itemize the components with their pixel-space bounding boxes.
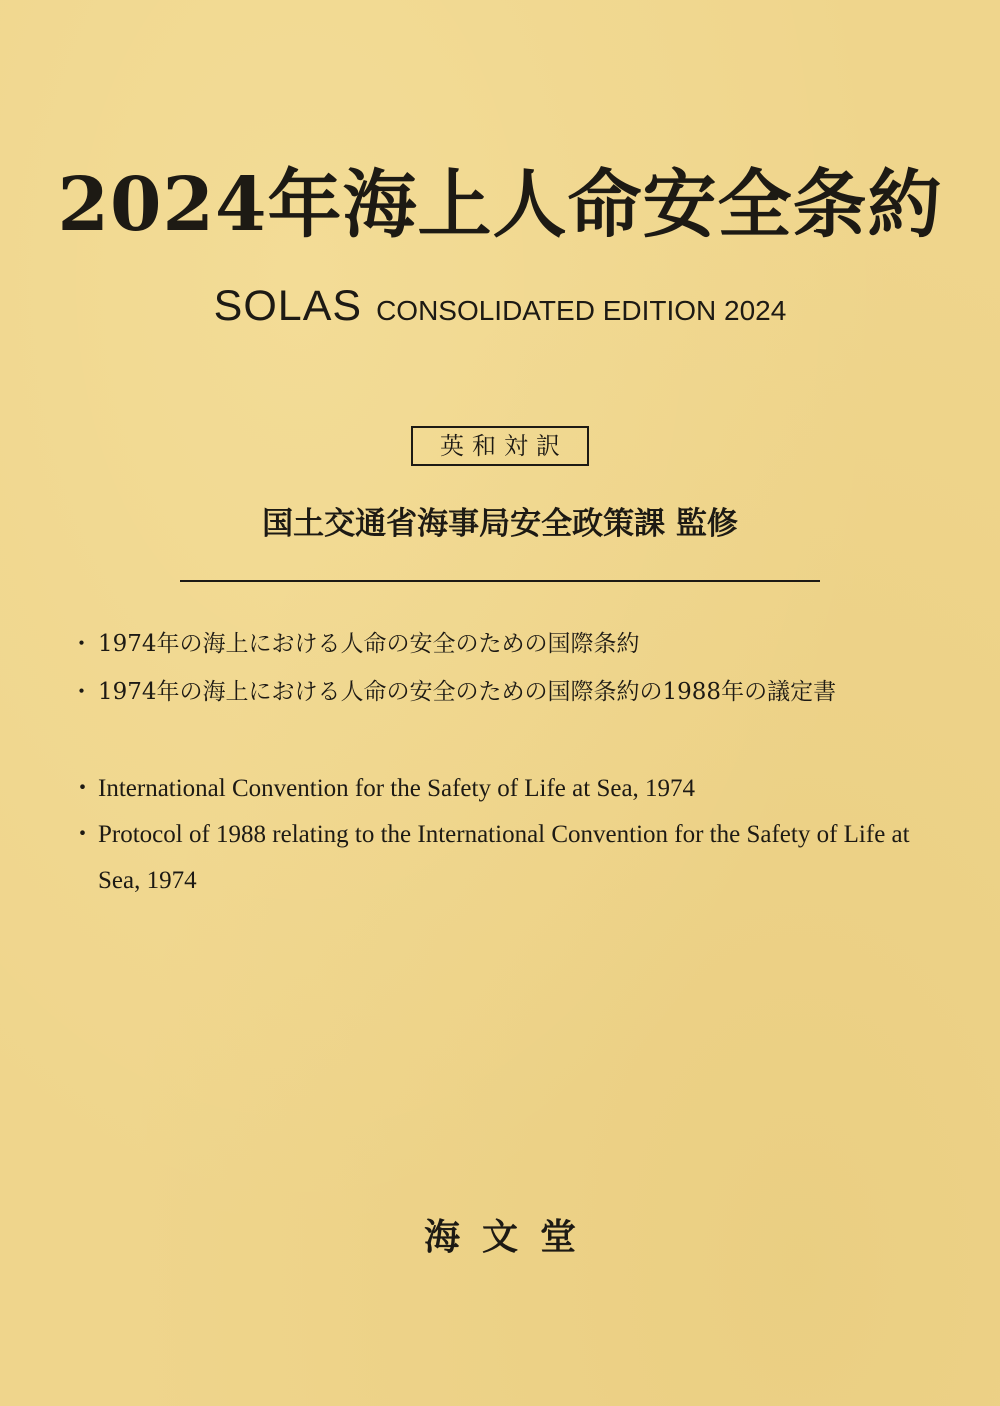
bilingual-label: 英和対訳 bbox=[411, 426, 589, 466]
subtitle-edition: CONSOLIDATED EDITION 2024 bbox=[376, 295, 787, 326]
list-item bbox=[70, 766, 938, 812]
list-item-text: International Convention for the Safety of Life at Sea, 1974 bbox=[98, 775, 696, 802]
list-item bbox=[70, 668, 950, 716]
japanese-contents-list bbox=[70, 620, 950, 716]
supervisor-credit: 国土交通省海事局安全政策課 監修 bbox=[262, 506, 738, 542]
divider-rule bbox=[180, 580, 820, 582]
list-item bbox=[70, 620, 950, 668]
cover-subtitle bbox=[0, 282, 1000, 331]
bullet-mark: ・ bbox=[70, 821, 96, 848]
list-item-text: Protocol of 1988 relating to the International Convention for the Safety of Life at Sea, 1974 bbox=[98, 821, 910, 894]
bullet-mark: ・ bbox=[70, 631, 93, 657]
list-item-text: 1974年の海上における人命の安全のための国際条約 bbox=[98, 631, 640, 657]
cover-title: 2024年海上人命安全条約 bbox=[57, 162, 943, 248]
list-item bbox=[70, 812, 938, 904]
bullet-mark: ・ bbox=[70, 679, 93, 705]
subtitle-solas: SOLAS bbox=[213, 282, 363, 330]
bullet-mark: ・ bbox=[70, 775, 96, 802]
publisher-name: 海文堂 bbox=[423, 1216, 598, 1258]
english-contents-list bbox=[70, 766, 950, 904]
list-item-text: 1974年の海上における人命の安全のための国際条約の1988年の議定書 bbox=[98, 679, 837, 705]
